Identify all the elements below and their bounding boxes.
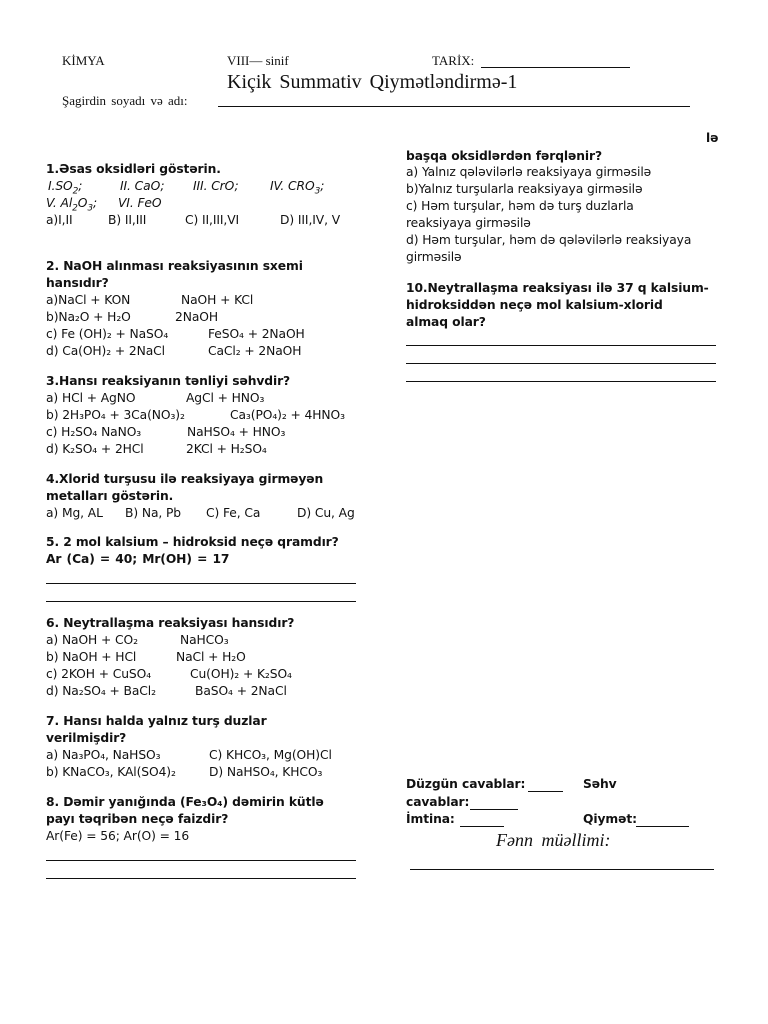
q2-option-a[interactable]: a)NaCl + KON bbox=[46, 293, 131, 307]
q5-answer-line[interactable] bbox=[46, 601, 356, 602]
q1-options bbox=[46, 213, 356, 231]
q2-option-c[interactable]: c) Fe (OH)₂ + NaSO₄ bbox=[46, 327, 169, 341]
q3-options bbox=[46, 391, 356, 461]
q7-option-d[interactable]: D) NaHSO₄, KHCO₃ bbox=[209, 765, 323, 779]
wrong-answers-label: Səhv bbox=[583, 777, 617, 791]
page-title: Kiçik Summativ Qiymətləndirmə-1 bbox=[227, 71, 518, 93]
q9-question: başqa oksidlərdən fərqlənir? bbox=[406, 149, 603, 163]
q2-question: 2. NaOH alınması reaksiyasının sxemi bbox=[46, 259, 303, 273]
q9-option-c-cont: reaksiyaya girməsilə bbox=[406, 216, 531, 230]
q1-item: IV. $CRO_3$; bbox=[270, 179, 325, 197]
q7-options bbox=[46, 748, 366, 784]
q10-question-cont-2: almaq olar? bbox=[406, 315, 486, 329]
q10-answer-line[interactable] bbox=[406, 381, 716, 382]
q4-option-a[interactable]: a) Mg, AL bbox=[46, 506, 103, 520]
q9-option-d-cont: girməsilə bbox=[406, 250, 462, 264]
q6-option-b-product: NaCl + H₂O bbox=[176, 650, 246, 664]
teacher-signature-field[interactable] bbox=[410, 869, 714, 870]
q4-question: 4.Xlorid turşusu ilə reaksiyaya girməyən bbox=[46, 472, 324, 486]
grade-label: VIII— sinif bbox=[227, 53, 289, 68]
q4-question-cont: metalları göstərin. bbox=[46, 489, 174, 503]
q6-option-a[interactable]: a) NaOH + CO₂ bbox=[46, 633, 138, 647]
q9-option-a[interactable]: a) Yalnız qələvilərlə reaksiyaya girməsilə bbox=[406, 165, 652, 179]
q1-option-c[interactable]: C) II,III,VI bbox=[185, 213, 240, 227]
q1-items bbox=[48, 179, 358, 197]
date-field[interactable] bbox=[481, 67, 630, 68]
q3-option-a[interactable]: a) HCl + AgNO bbox=[46, 391, 136, 405]
q3-option-c-product: NaHSO₄ + HNO₃ bbox=[187, 425, 286, 439]
q6-option-a-product: NaHCO₃ bbox=[180, 633, 229, 647]
grade-label: Qiymət: bbox=[583, 812, 637, 826]
q3-option-a-product: AgCl + HNO₃ bbox=[186, 391, 265, 405]
q7-option-a[interactable]: a) Na₃PO₄, NaHSO₃ bbox=[46, 748, 161, 762]
q3-option-b-product: Ca₃(PO₄)₂ + 4HNO₃ bbox=[230, 408, 345, 422]
q1-item: $I.SO_2$; bbox=[48, 179, 83, 197]
q6-option-d-product: BaSO₄ + 2NaCl bbox=[195, 684, 287, 698]
q2-option-d[interactable]: d) Ca(OH)₂ + 2NaCl bbox=[46, 344, 165, 358]
q2-option-d-product: CaCl₂ + 2NaOH bbox=[208, 344, 302, 358]
q8-answer-line[interactable] bbox=[46, 878, 356, 879]
q3-question: 3.Hansı reaksiyanın tənliyi səhvdir? bbox=[46, 374, 291, 388]
q2-option-a-product: NaOH + KCl bbox=[181, 293, 254, 307]
skipped-label: İmtina: bbox=[406, 812, 455, 826]
q7-option-c[interactable]: C) KHCO₃, Mg(OH)Cl bbox=[209, 748, 332, 762]
q2-option-c-product: FeSO₄ + 2NaOH bbox=[208, 327, 305, 341]
q3-option-d[interactable]: d) K₂SO₄ + 2HCl bbox=[46, 442, 144, 456]
correct-answers-field[interactable] bbox=[528, 791, 563, 792]
q8-given: Ar(Fe) = 56; Ar(O) = 16 bbox=[46, 829, 190, 843]
q1-item: III. CrO; bbox=[193, 179, 239, 193]
q1-item: VI. FeO bbox=[118, 196, 162, 210]
q4-option-b[interactable]: B) Na, Pb bbox=[125, 506, 182, 520]
q8-question: 8. Dəmir yanığında (Fe₃O₄) dəmirin kütlə bbox=[46, 795, 324, 809]
q7-question-cont: verilmişdir? bbox=[46, 731, 127, 745]
q2-question-cont: hansıdır? bbox=[46, 276, 109, 290]
q3-option-d-product: 2KCl + H₂SO₄ bbox=[186, 442, 267, 456]
q4-option-d[interactable]: D) Cu, Ag bbox=[297, 506, 355, 520]
skipped-field[interactable] bbox=[460, 826, 504, 827]
q1-item: II. CaO; bbox=[120, 179, 165, 193]
q4-options bbox=[46, 506, 366, 524]
wrong-answers-label-cont: cavablar: bbox=[406, 795, 470, 809]
q6-option-b[interactable]: b) NaOH + HCl bbox=[46, 650, 137, 664]
q6-options bbox=[46, 633, 356, 703]
q9-option-d[interactable]: d) Həm turşular, həm də qələvilərlə reaksiyaya bbox=[406, 233, 692, 247]
q6-question: 6. Neytrallaşma reaksiyası hansıdır? bbox=[46, 616, 295, 630]
q1-option-a[interactable]: a)I,II bbox=[46, 213, 73, 227]
q2-options bbox=[46, 293, 356, 363]
q5-question: 5. 2 mol kalsium – hidroksid neçə qramdır? bbox=[46, 535, 339, 549]
q8-answer-line[interactable] bbox=[46, 860, 356, 861]
q5-given: Ar (Ca) = 40; Mr(OH) = 17 bbox=[46, 552, 230, 566]
q3-option-c[interactable]: c) H₂SO₄ NaNO₃ bbox=[46, 425, 142, 439]
date-label: TARİX: bbox=[432, 53, 475, 68]
q6-option-d[interactable]: d) Na₂SO₄ + BaCl₂ bbox=[46, 684, 156, 698]
student-name-field[interactable] bbox=[218, 106, 690, 107]
q5-answer-line[interactable] bbox=[46, 583, 356, 584]
q1-question: 1.Əsas oksidləri göstərin. bbox=[46, 162, 221, 176]
q6-option-c[interactable]: c) 2KOH + CuSO₄ bbox=[46, 667, 152, 681]
teacher-label: Fənn müəllimi: bbox=[496, 830, 611, 850]
correct-answers-label: Düzgün cavablar: bbox=[406, 777, 526, 791]
grade-field[interactable] bbox=[636, 826, 689, 827]
q7-option-b[interactable]: b) KNaCO₃, KAl(SO4)₂ bbox=[46, 765, 176, 779]
q10-answer-line[interactable] bbox=[406, 345, 716, 346]
q6-option-c-product: Cu(OH)₂ + K₂SO₄ bbox=[190, 667, 292, 681]
q10-question: 10.Neytrallaşma reaksiyası ilə 37 q kalsium- bbox=[406, 281, 709, 295]
q9-option-c[interactable]: c) Həm turşular, həm də turş duzlarla bbox=[406, 199, 634, 213]
q1-items-2 bbox=[46, 196, 356, 214]
q10-question-cont: hidroksiddən neçə mol kalsium-xlorid bbox=[406, 298, 663, 312]
q2-option-b[interactable]: b)Na₂O + H₂O bbox=[46, 310, 131, 324]
q2-option-b-product: 2NaOH bbox=[175, 310, 218, 324]
subject-label: KİMYA bbox=[62, 53, 105, 68]
q1-option-b[interactable]: B) II,III bbox=[108, 213, 147, 227]
q9-fragment: lə bbox=[706, 131, 719, 145]
q4-option-c[interactable]: C) Fe, Ca bbox=[206, 506, 261, 520]
q7-question: 7. Hansı halda yalnız turş duzlar bbox=[46, 714, 267, 728]
q10-answer-line[interactable] bbox=[406, 363, 716, 364]
q1-option-d[interactable]: D) III,IV, V bbox=[280, 213, 341, 227]
q8-question-cont: payı təqribən neçə faizdir? bbox=[46, 812, 229, 826]
q9-option-b[interactable]: b)Yalnız turşularla reaksiyaya girməsilə bbox=[406, 182, 643, 196]
student-name-label: Şagirdin soyadı və adı: bbox=[62, 93, 188, 108]
q1-item: V. $Al_2O_3$; bbox=[46, 196, 98, 214]
q3-option-b[interactable]: b) 2H₃PO₄ + 3Ca(NO₃)₂ bbox=[46, 408, 185, 422]
wrong-answers-field[interactable] bbox=[470, 809, 518, 810]
